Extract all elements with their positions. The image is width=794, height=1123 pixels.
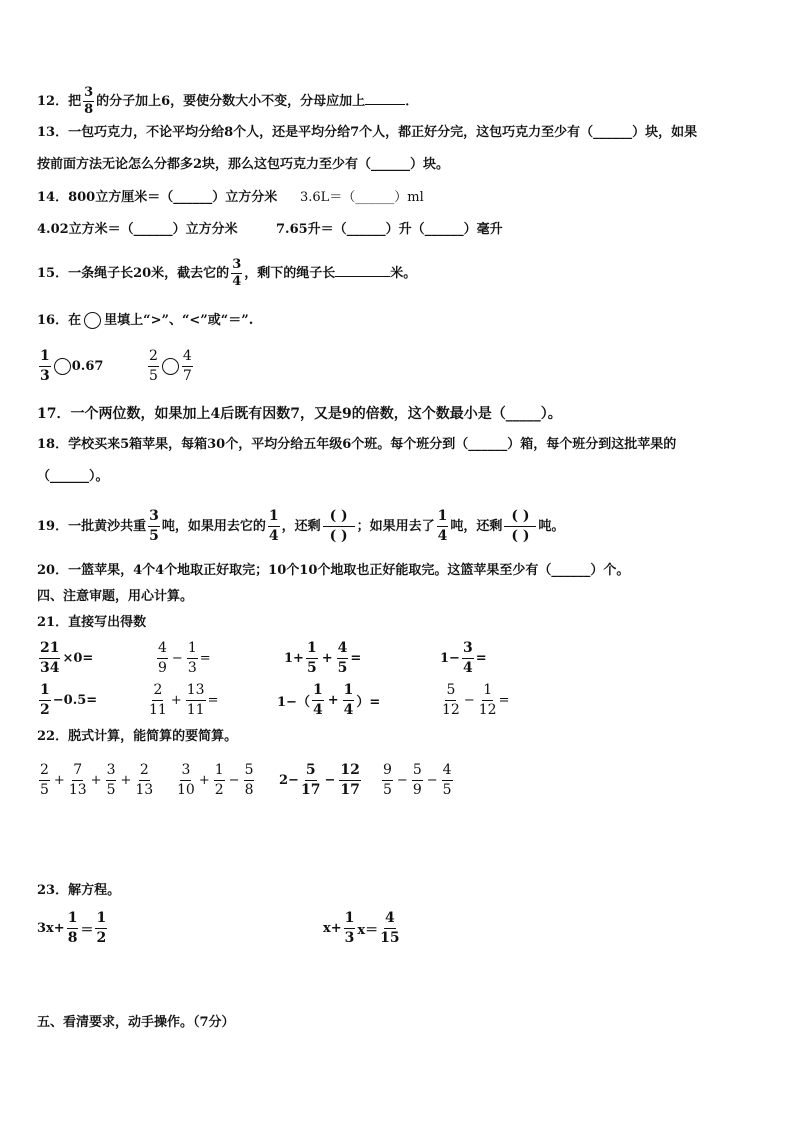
fraction: $\frac{2}{5}$ xyxy=(149,348,158,384)
q22-expr-3: 2− $\frac{5}{17}$ − $\frac{12}{17}$ xyxy=(279,762,360,798)
q21-expr-6: $\frac{2}{11}$ + $\frac{13}{11}$ = xyxy=(149,682,219,718)
question-12: 12．把 $\frac{3}{8}$ 的分子加上6，要使分数大小不变，分母应加上 ． xyxy=(37,85,419,117)
q21-expr-2: $\frac{4}{9}$ − $\frac{1}{3}$ = xyxy=(158,640,211,676)
question-22-title: 22．脱式计算，能简算的要简算。 xyxy=(37,729,238,744)
q21-expr-8: $\frac{5}{12}$ − $\frac{1}{12}$ = xyxy=(442,682,510,718)
question-14a: 14．800立方厘米＝（______）立方分米 xyxy=(37,190,278,205)
q23-equation-2: x+ $\frac{1}{3}$ x＝ $\frac{4}{15}$ xyxy=(323,910,400,946)
q22-expr-1: $\frac{2}{5}$ + $\frac{7}{13}$ + $\frac{3}{5}$ + $\frac{2}{13}$ xyxy=(40,762,154,798)
q21-expr-1: $\frac{21}{34}$ ×0= xyxy=(40,640,94,676)
q23-equation-1: 3x+ $\frac{1}{8}$ ＝ $\frac{1}{2}$ xyxy=(37,910,107,946)
answer-blank[interactable] xyxy=(365,91,405,105)
compare-item-1: $\frac{1}{3}$ 0.67 xyxy=(40,348,104,384)
fraction: $\frac{4}{7}$ xyxy=(182,348,192,384)
fraction: $\frac{3}{8}$ xyxy=(84,85,94,117)
question-13-line2: 按前面方法无论怎么分都多2块，那么这包巧克力至少有（______）块。 xyxy=(37,157,450,172)
q21-expr-4: 1− $\frac{3}{4}$ = xyxy=(440,640,487,676)
question-13-line1: 13．一包巧克力，不论平均分给8个人，还是平均分给7个人，都正好分完，这包巧克力至少有（______）块，如果 xyxy=(37,125,698,140)
circle-icon xyxy=(84,312,101,329)
q22-expr-2: $\frac{3}{10}$ + $\frac{1}{2}$ − $\frac{5}{8}$ xyxy=(177,762,254,798)
q21-expr-7: 1−（ $\frac{1}{4}$ + $\frac{1}{4}$ ）= xyxy=(277,682,381,718)
fraction: $\frac{3}{5}$ xyxy=(149,508,159,544)
compare-circle[interactable] xyxy=(162,358,179,375)
answer-fraction-blank[interactable]: $\frac{( )}{( )}$ xyxy=(504,508,536,545)
fraction: $\frac{1}{4}$ xyxy=(268,508,279,544)
question-18-line2: （______）。 xyxy=(37,469,109,484)
section-5-title: 五、看清要求，动手操作。（7分） xyxy=(37,1015,235,1030)
question-14b: 3.6L＝（______）ml xyxy=(300,190,424,205)
fraction: $\frac{1}{3}$ xyxy=(40,348,50,384)
fraction: $\frac{3}{4}$ xyxy=(232,257,242,289)
question-23-title: 23．解方程。 xyxy=(37,883,121,898)
answer-fraction-blank[interactable]: $\frac{( )}{( )}$ xyxy=(323,508,355,545)
question-21-title: 21．直接写出得数 xyxy=(37,615,147,630)
compare-circle[interactable] xyxy=(54,358,71,375)
q21-expr-5: $\frac{1}{2}$ −0.5= xyxy=(40,682,98,718)
answer-blank[interactable] xyxy=(335,263,390,277)
question-14c: 4.02立方米＝（______）立方分米 xyxy=(37,222,238,237)
question-15: 15．一条绳子长20米，截去它的 $\frac{3}{4}$ ，剩下的绳子长 米。 xyxy=(37,257,417,289)
q22-expr-4: $\frac{9}{5}$ − $\frac{5}{9}$ − $\frac{4}{5}$ xyxy=(383,762,452,798)
compare-item-2 xyxy=(146,348,195,385)
question-18-line1: 18．学校买来5箱苹果，每箱30个，平均分给五年级6个班。每个班分到（______）箱，每个班分到这批苹果的 xyxy=(37,437,677,452)
question-17: 17．一个两位数，如果加上4后既有因数7，又是9的倍数，这个数最小是（_____）。 xyxy=(37,406,562,422)
fraction: $\frac{1}{4}$ xyxy=(437,508,448,544)
question-14d: 7.65升＝（______）升（______）毫升 xyxy=(276,222,503,237)
q21-expr-3: 1+ $\frac{1}{5}$ + $\frac{4}{5}$ = xyxy=(284,640,362,676)
question-19: 19．一批黄沙共重 $\frac{3}{5}$ 吨，如果用去它的 $\frac{1}{4}$ ，还剩 $\frac{( )}{( )}$ ；如果用去了 $\frac{1}{4}$ 吨，还剩 $\frac{( )}{( )}$ 吨。 xyxy=(37,508,565,544)
question-20: 20．一篮苹果，4个4个地取正好取完；10个10个地取也正好能取完。这篮苹果至少有（______）个。 xyxy=(37,563,630,578)
question-16: 16．在 里填上“>”、“<”或“＝”. xyxy=(37,313,254,328)
section-4-title: 四、注意审题，用心计算。 xyxy=(37,589,194,604)
